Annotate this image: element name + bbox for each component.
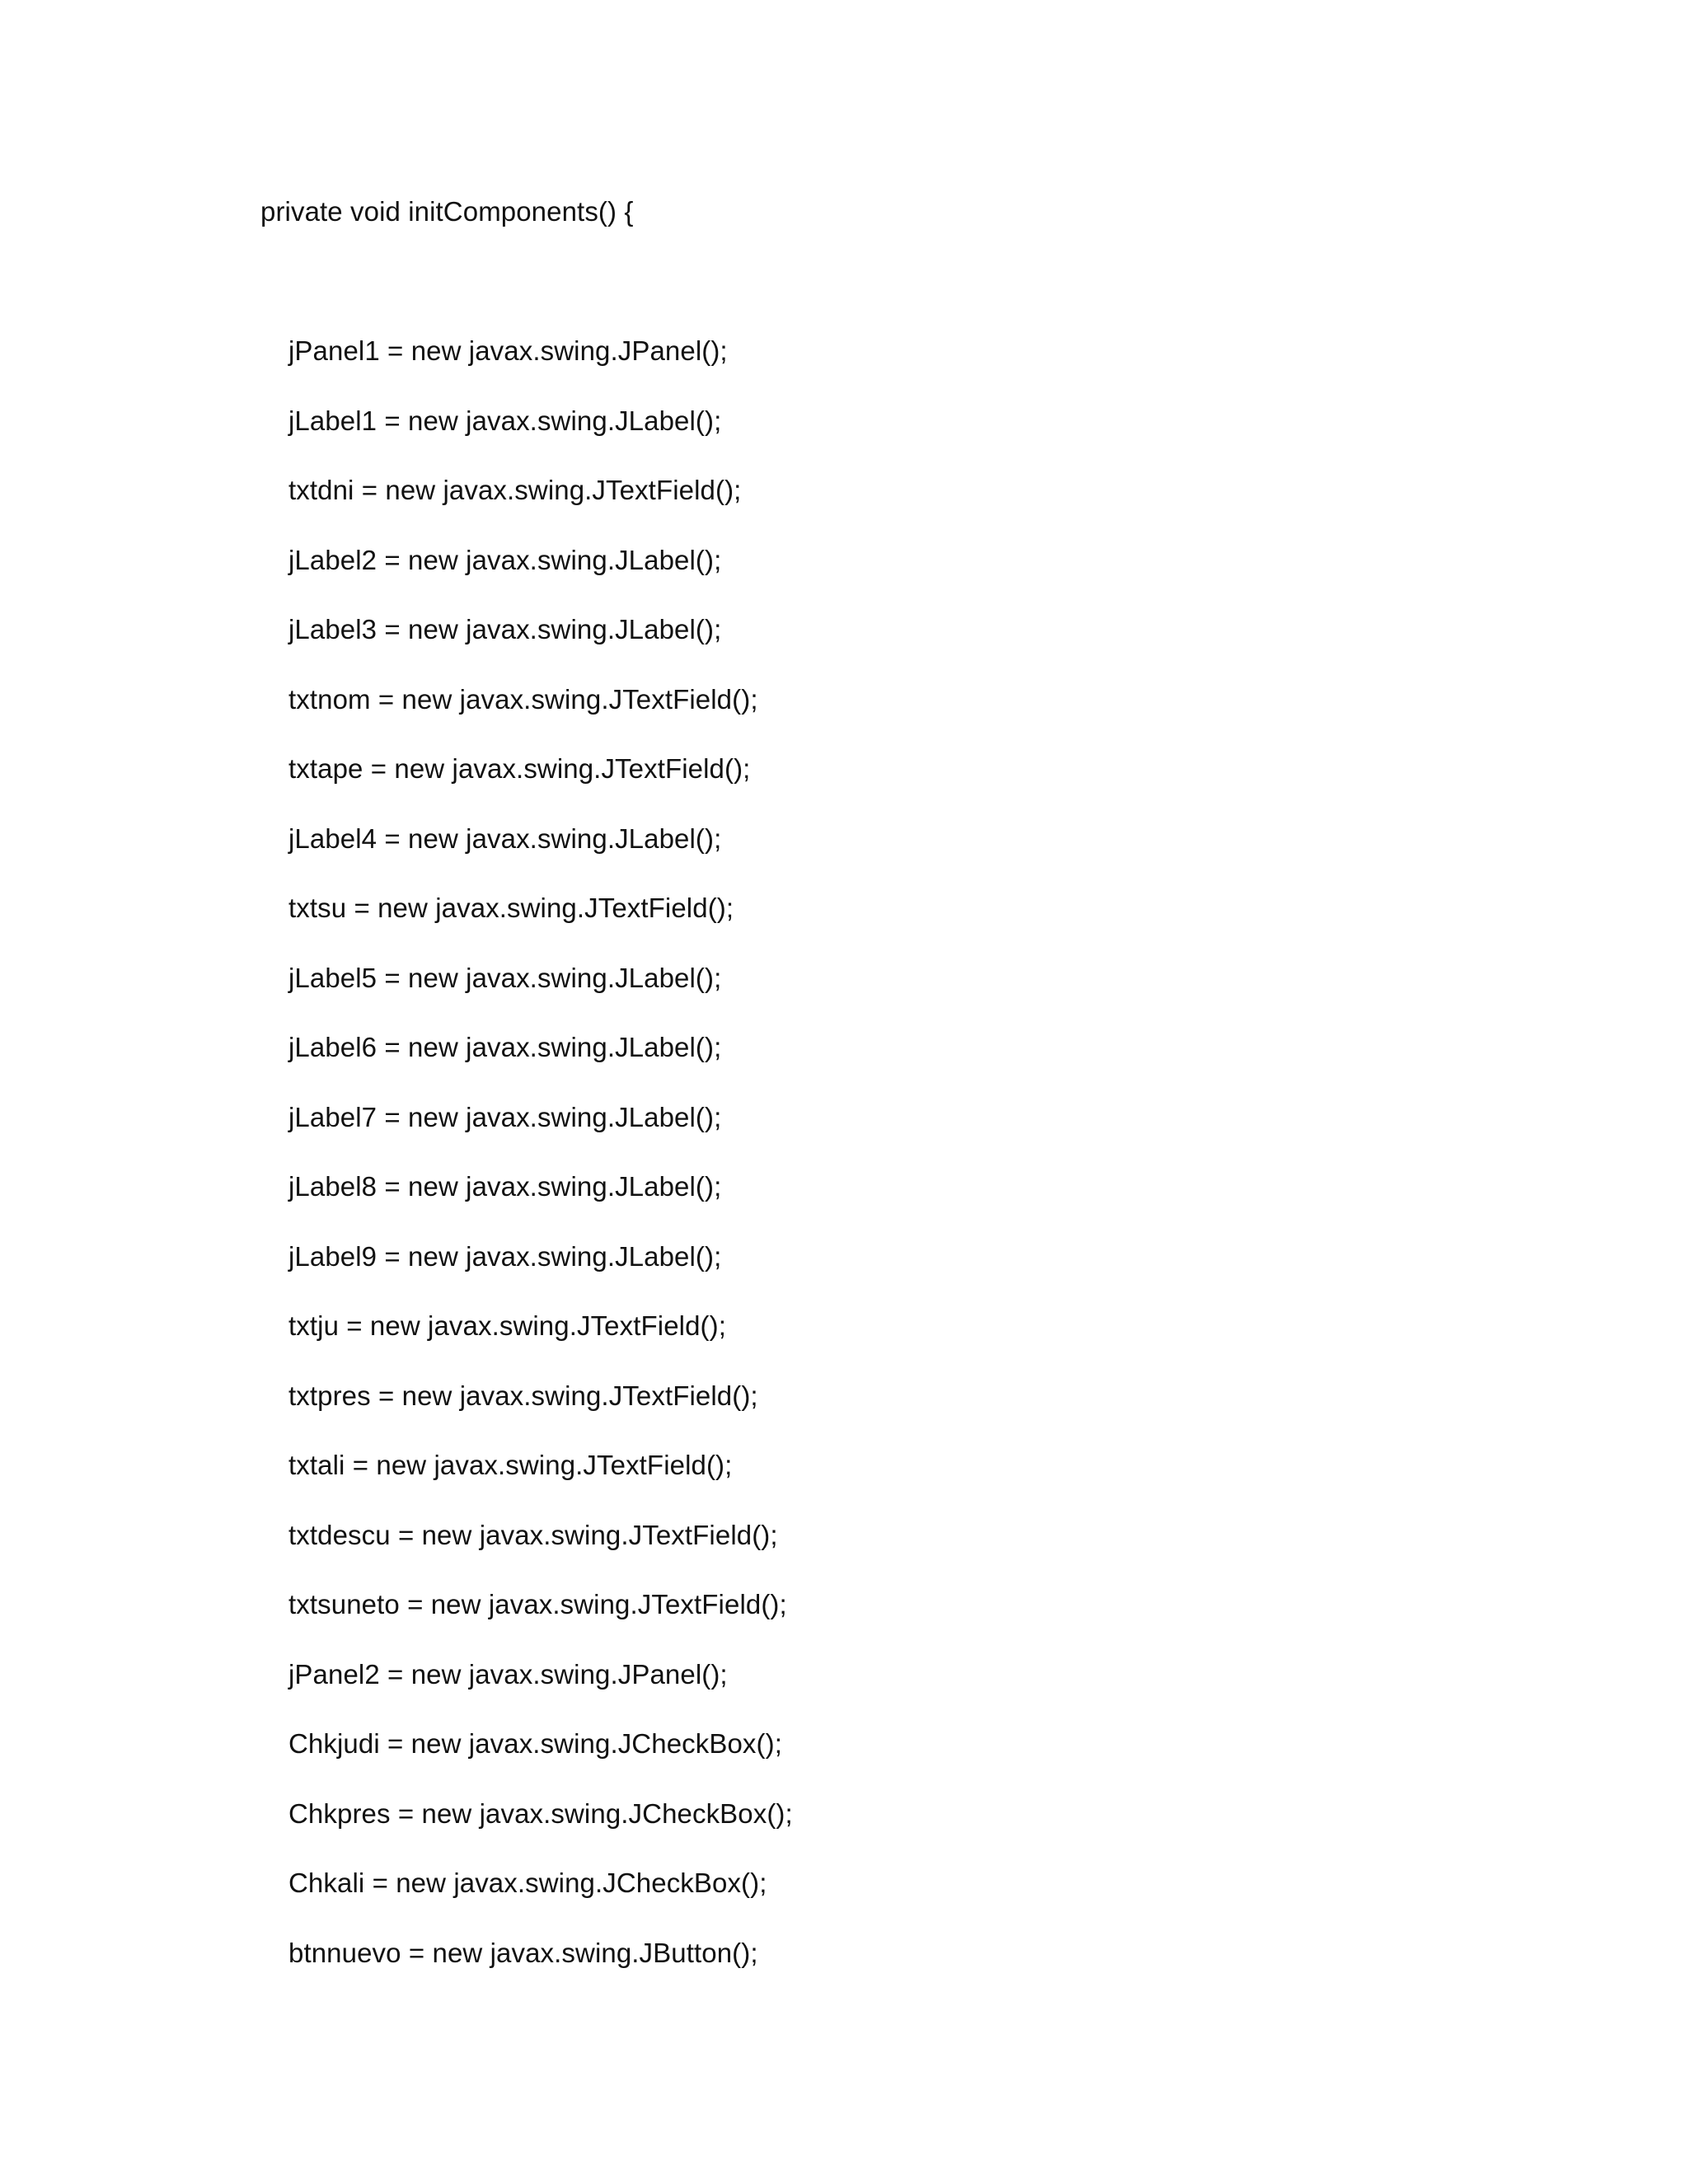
code-statement: jLabel2 = new javax.swing.JLabel(); [288, 544, 722, 575]
code-statement: btnnuevo = new javax.swing.JButton(); [288, 1937, 758, 1968]
code-statement: Chkali = new javax.swing.JCheckBox(); [288, 1868, 767, 1898]
statement-list [288, 335, 1525, 2006]
code-statement: jPanel2 = new javax.swing.JPanel(); [288, 1658, 728, 1690]
code-statement: txtsu = new javax.swing.JTextField(); [288, 893, 734, 923]
code-statement: jLabel9 = new javax.swing.JLabel(); [288, 1240, 722, 1272]
code-statement: txtdni = new javax.swing.JTextField(); [288, 475, 742, 505]
code-statement: jLabel1 = new javax.swing.JLabel(); [288, 405, 722, 436]
code-statement: Chkpres = new javax.swing.JCheckBox(); [288, 1797, 793, 1829]
code-statement: jLabel4 = new javax.swing.JLabel(); [288, 823, 722, 854]
code-statement: jLabel5 = new javax.swing.JLabel(); [288, 962, 722, 993]
code-statement: txtsuneto = new javax.swing.JTextField(); [288, 1589, 787, 1619]
code-statement: txtali = new javax.swing.JTextField(); [288, 1450, 733, 1480]
code-statement: jLabel3 = new javax.swing.JLabel(); [288, 614, 722, 644]
code-statement: jLabel6 = new javax.swing.JLabel(); [288, 1032, 722, 1062]
code-statement: jPanel1 = new javax.swing.JPanel(); [288, 335, 728, 366]
code-statement: txtju = new javax.swing.JTextField(); [288, 1310, 726, 1341]
code-statement: txtnom = new javax.swing.JTextField(); [288, 683, 758, 715]
code-statement: Chkjudi = new javax.swing.JCheckBox(); [288, 1728, 782, 1759]
method-header: private void initComponents() { [260, 196, 634, 227]
code-statement: txtdescu = new javax.swing.JTextField(); [288, 1519, 778, 1550]
code-statement: jLabel8 = new javax.swing.JLabel(); [288, 1171, 722, 1202]
code-statement: txtpres = new javax.swing.JTextField(); [288, 1380, 758, 1411]
code-statement: txtape = new javax.swing.JTextField(); [288, 753, 751, 784]
code-statement: jLabel7 = new javax.swing.JLabel(); [288, 1101, 722, 1132]
